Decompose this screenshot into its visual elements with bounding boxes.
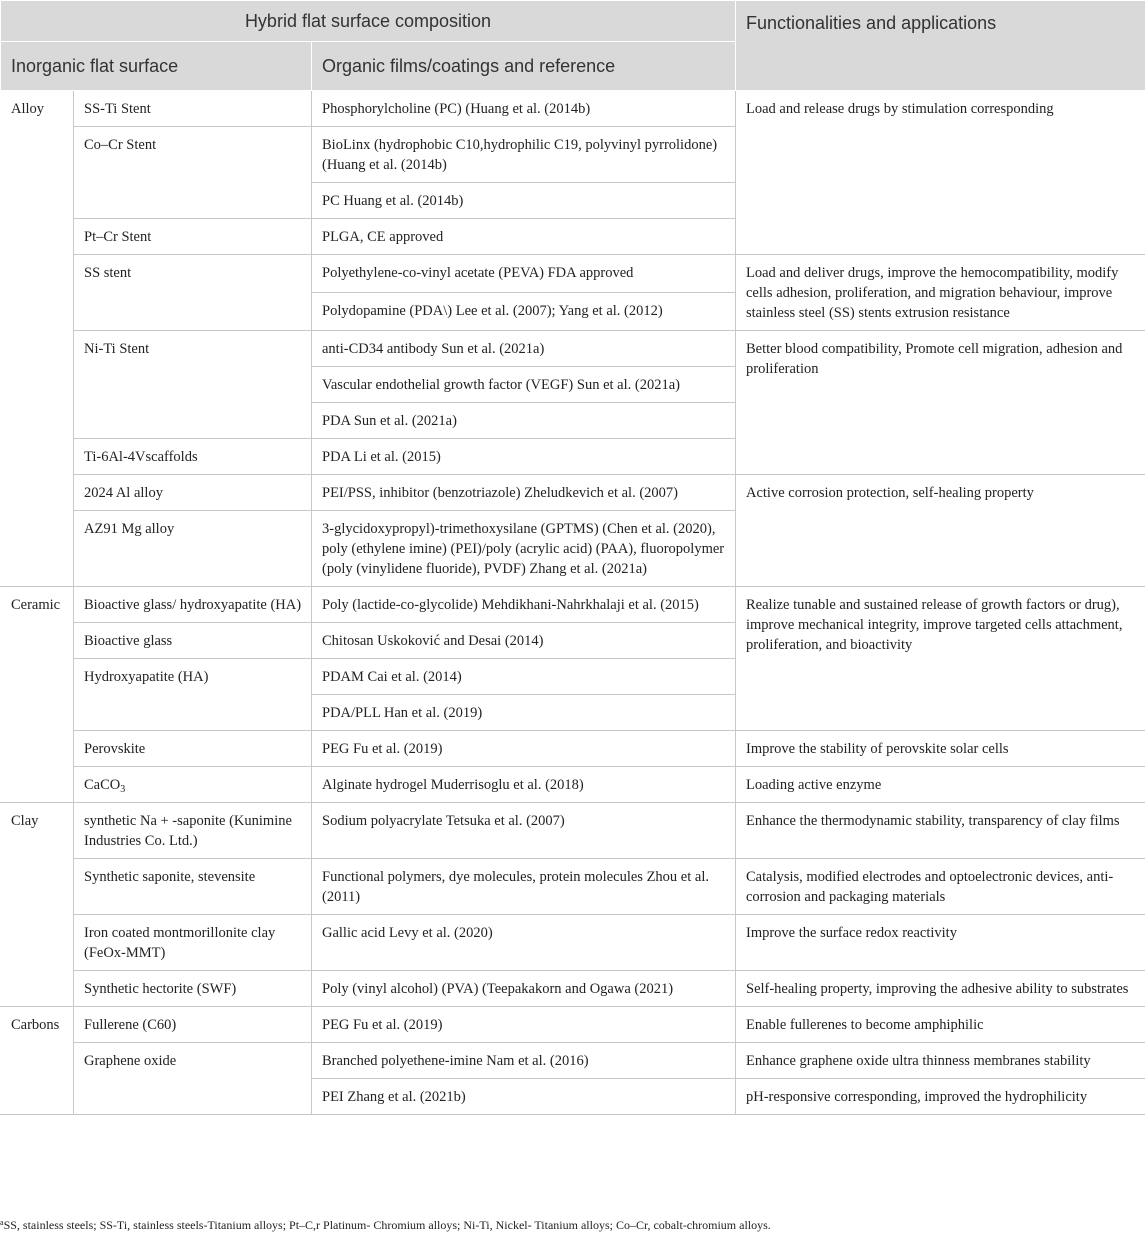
function-cell: Self-healing property, improving the adhesive ability to substrates (736, 971, 1145, 1007)
material-cell: AZ91 Mg alloy (74, 511, 312, 587)
function-cell: Load and deliver drugs, improve the hemocompatibility, modify cells adhesion, proliferation, and migration behaviour, improve stainless steel (SS) stents extrusion resistance (736, 255, 1145, 331)
header-row-main (1, 1, 1145, 42)
function-cell: pH-responsive corresponding, improved the hydrophilicity (736, 1079, 1145, 1115)
table-row (1, 767, 1145, 803)
coating-cell: PEG Fu et al. (2019) (312, 731, 736, 767)
coating-cell: Gallic acid Levy et al. (2020) (312, 915, 736, 971)
header-composition: Hybrid flat surface composition (1, 1, 736, 42)
function-cell: Load and release drugs by stimulation corresponding (736, 91, 1145, 255)
material-cell: Perovskite (74, 731, 312, 767)
table-row (1, 803, 1145, 859)
group-carbons: Carbons (1, 1007, 74, 1115)
coating-cell: PEG Fu et al. (2019) (312, 1007, 736, 1043)
coating-cell: PEI Zhang et al. (2021b) (312, 1079, 736, 1115)
table-row (1, 475, 1145, 511)
header-organic: Organic films/coatings and reference (312, 42, 736, 91)
material-cell: SS stent (74, 255, 312, 331)
function-cell: Better blood compatibility, Promote cell migration, adhesion and proliferation (736, 331, 1145, 475)
coating-cell: Functional polymers, dye molecules, protein molecules Zhou et al. (2011) (312, 859, 736, 915)
material-cell: Graphene oxide (74, 1043, 312, 1115)
material-cell: Co–Cr Stent (74, 127, 312, 219)
coating-cell: Phosphorylcholine (PC) (Huang et al. (2014b) (312, 91, 736, 127)
coating-cell: PDAM Cai et al. (2014) (312, 659, 736, 695)
function-cell: Active corrosion protection, self-healing property (736, 475, 1145, 587)
coating-cell: PLGA, CE approved (312, 219, 736, 255)
coating-cell: Poly (lactide-co-glycolide) Mehdikhani-Nahrkhalaji et al. (2015) (312, 587, 736, 623)
table-row (1, 255, 1145, 293)
function-cell: Realize tunable and sustained release of growth factors or drug), improve mechanical integrity, improve targeted cells attachment, proliferation, and bioactivity (736, 587, 1145, 731)
table-row (1, 915, 1145, 971)
coating-cell: Polyethylene-co-vinyl acetate (PEVA) FDA approved (312, 255, 736, 293)
group-ceramic: Ceramic (1, 587, 74, 803)
coating-cell: PEI/PSS, inhibitor (benzotriazole) Zheludkevich et al. (2007) (312, 475, 736, 511)
coating-cell: PDA Sun et al. (2021a) (312, 403, 736, 439)
table-row (1, 971, 1145, 1007)
coating-cell: 3-glycidoxypropyl)-trimethoxysilane (GPTMS) (Chen et al. (2020), poly (ethylene imine) (PEI)/poly (acrylic acid) (PAA), fluoropolymer (poly (vinylidene fluoride), PVDF) Zhang et al. (2021a) (312, 511, 736, 587)
table-row (1, 331, 1145, 367)
material-cell: Hydroxyapatite (HA) (74, 659, 312, 731)
function-cell: Catalysis, modified electrodes and optoelectronic devices, anti-corrosion and packaging materials (736, 859, 1145, 915)
material-cell (74, 767, 312, 803)
coating-cell: Sodium polyacrylate Tetsuka et al. (2007) (312, 803, 736, 859)
footnote-text: SS, stainless steels; SS-Ti, stainless steels-Titanium alloys; Pt–C,r Platinum- Chromium alloys; Ni-Ti, Nickel- Titanium alloys; Co–Cr, cobalt-chromium alloys. (3, 1218, 771, 1232)
material-cell: Pt–Cr Stent (74, 219, 312, 255)
table-footnote (0, 1217, 1145, 1233)
caco3-label: CaCO (84, 777, 121, 793)
table-row (1, 1043, 1145, 1079)
function-cell: Enable fullerenes to become amphiphilic (736, 1007, 1145, 1043)
material-cell: Ti-6Al-4Vscaffolds (74, 439, 312, 475)
group-clay: Clay (1, 803, 74, 1007)
material-cell: SS-Ti Stent (74, 91, 312, 127)
function-cell: Enhance graphene oxide ultra thinness membranes stability (736, 1043, 1145, 1079)
coating-cell: Poly (vinyl alcohol) (PVA) (Teepakakorn and Ogawa (2021) (312, 971, 736, 1007)
function-cell: Improve the surface redox reactivity (736, 915, 1145, 971)
function-cell: Improve the stability of perovskite solar cells (736, 731, 1145, 767)
coating-cell: Branched polyethene-imine Nam et al. (2016) (312, 1043, 736, 1079)
table-row (1, 587, 1145, 623)
table-row (1, 731, 1145, 767)
function-cell: Enhance the thermodynamic stability, transparency of clay films (736, 803, 1145, 859)
header-inorganic: Inorganic flat surface (1, 42, 312, 91)
material-cell: Bioactive glass/ hydroxyapatite (HA) (74, 587, 312, 623)
footnote-mark: a (0, 1218, 4, 1227)
coating-cell: PDA/PLL Han et al. (2019) (312, 695, 736, 731)
table-row (1, 859, 1145, 915)
coating-cell: Alginate hydrogel Muderrisoglu et al. (2018) (312, 767, 736, 803)
coating-cell: BioLinx (hydrophobic C10,hydrophilic C19, polyvinyl pyrrolidone) (Huang et al. (2014b) (312, 127, 736, 183)
coating-cell: PDA Li et al. (2015) (312, 439, 736, 475)
coating-cell: anti-CD34 antibody Sun et al. (2021a) (312, 331, 736, 367)
material-cell: synthetic Na + -saponite (Kunimine Industries Co. Ltd.) (74, 803, 312, 859)
material-cell: Synthetic saponite, stevensite (74, 859, 312, 915)
material-cell: Synthetic hectorite (SWF) (74, 971, 312, 1007)
header-functionalities: Functionalities and applications (736, 1, 1145, 91)
material-cell: Fullerene (C60) (74, 1007, 312, 1043)
coating-cell: Polydopamine (PDA\) Lee et al. (2007); Yang et al. (2012) (312, 293, 736, 331)
coating-cell: Chitosan Uskoković and Desai (2014) (312, 623, 736, 659)
material-cell: Ni-Ti Stent (74, 331, 312, 439)
material-cell: Iron coated montmorillonite clay (FeOx-MMT) (74, 915, 312, 971)
material-cell: Bioactive glass (74, 623, 312, 659)
coating-cell: PC Huang et al. (2014b) (312, 183, 736, 219)
function-cell: Loading active enzyme (736, 767, 1145, 803)
group-alloy: Alloy (1, 91, 74, 587)
material-cell: 2024 Al alloy (74, 475, 312, 511)
coating-cell: Vascular endothelial growth factor (VEGF) Sun et al. (2021a) (312, 367, 736, 403)
table-row (1, 91, 1145, 127)
table-row (1, 1007, 1145, 1043)
caco3-subscript: 3 (120, 784, 126, 795)
